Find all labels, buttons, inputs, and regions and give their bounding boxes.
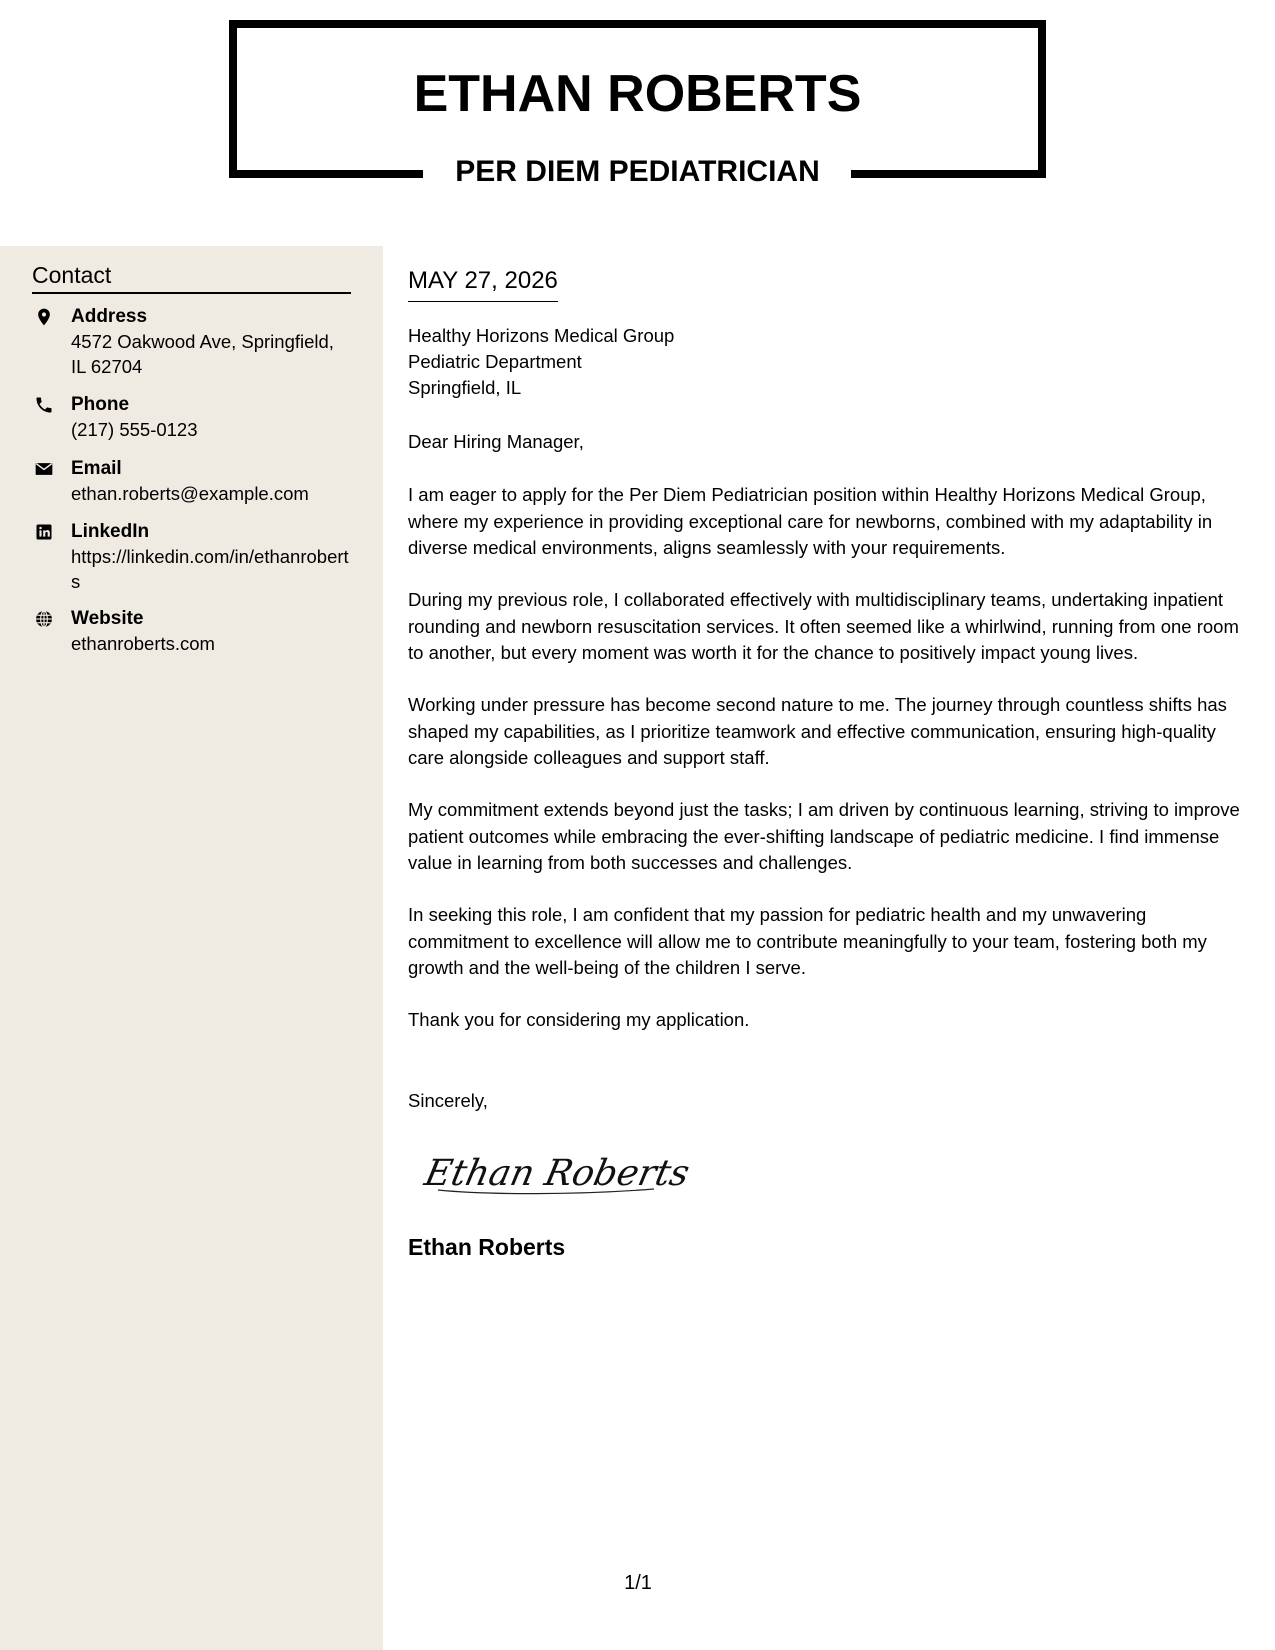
letter-paragraph: In seeking this role, I am confident that my passion for pediatric health and my unwavering commitment to excellence will allow me to contribute meaningfully to your team, fostering both my growth and the well-being of the children I serve. xyxy=(408,904,1207,978)
map-pin-icon xyxy=(34,307,54,327)
globe-icon xyxy=(34,609,54,629)
contact-label-email: Email xyxy=(71,458,122,479)
contact-value-address: 4572 Oakwood Ave, Springfield, IL 62704 xyxy=(71,331,334,377)
candidate-name-heading: ETHAN ROBERTS xyxy=(413,65,862,123)
letter-paragraph: My commitment extends beyond just the tasks; I am driven by continuous learning, striving to improve patient outcomes while embracing the ever-shifting landscape of pediatric medicine. I find immense value in learning from both successes and challenges. xyxy=(408,799,1240,873)
recipient-department: Pediatric Department xyxy=(408,351,582,372)
contact-value-phone: (217) 555-0123 xyxy=(71,419,198,440)
contact-value-email[interactable]: ethan.roberts@example.com xyxy=(71,483,309,504)
letter-paragraph: I am eager to apply for the Per Diem Pediatrician position within Healthy Horizons Medical Group, where my experience in providing exceptional care for newborns, combined with my adaptability in diverse medical environments, aligns seamlessly with your requirements. xyxy=(408,484,1213,558)
contact-sidebar xyxy=(0,246,383,1650)
job-title: PER DIEM PEDIATRICIAN xyxy=(455,155,820,188)
letter-date: MAY 27, 2026 xyxy=(408,264,558,302)
letter-closing: Sincerely, xyxy=(408,1090,488,1111)
letter-paragraph: During my previous role, I collaborated effectively with multidisciplinary teams, undertaking inpatient rounding and newborn resuscitation services. It often seemed like a whirlwind, running from one room to another, but every moment was worth it for the chance to positively impact young lives. xyxy=(408,589,1239,663)
recipient-organization: Healthy Horizons Medical Group xyxy=(408,325,675,346)
signer-name: Ethan Roberts xyxy=(408,1234,566,1260)
contact-section-title: Contact xyxy=(32,260,351,294)
contact-value-linkedin[interactable]: https://linkedin.com/in/ethanroberts xyxy=(71,546,349,592)
phone-icon xyxy=(34,395,54,415)
linkedin-icon xyxy=(34,522,54,542)
envelope-icon xyxy=(34,459,54,479)
handwritten-signature xyxy=(421,1143,694,1199)
contact-label-website: Website xyxy=(71,608,144,629)
contact-value-website[interactable]: ethanroberts.com xyxy=(71,633,215,654)
salutation: Dear Hiring Manager, xyxy=(408,431,584,452)
letter-paragraph: Working under pressure has become second nature to me. The journey through countless shifts has shaped my capabilities, as I prioritize teamwork and effective communication, ensuring high-quality care alongside colleagues and support staff. xyxy=(408,694,1227,768)
contact-label-linkedin: LinkedIn xyxy=(71,521,150,542)
contact-label-phone: Phone xyxy=(71,394,130,415)
svg-text:Ethan Roberts: Ethan Roberts xyxy=(421,1151,694,1194)
recipient-block xyxy=(408,323,1248,401)
page-number: 1/1 xyxy=(624,1572,652,1594)
contact-label-address: Address xyxy=(71,306,148,327)
recipient-location: Springfield, IL xyxy=(408,377,522,398)
letter-closing-thanks: Thank you for considering my application. xyxy=(408,1009,750,1030)
